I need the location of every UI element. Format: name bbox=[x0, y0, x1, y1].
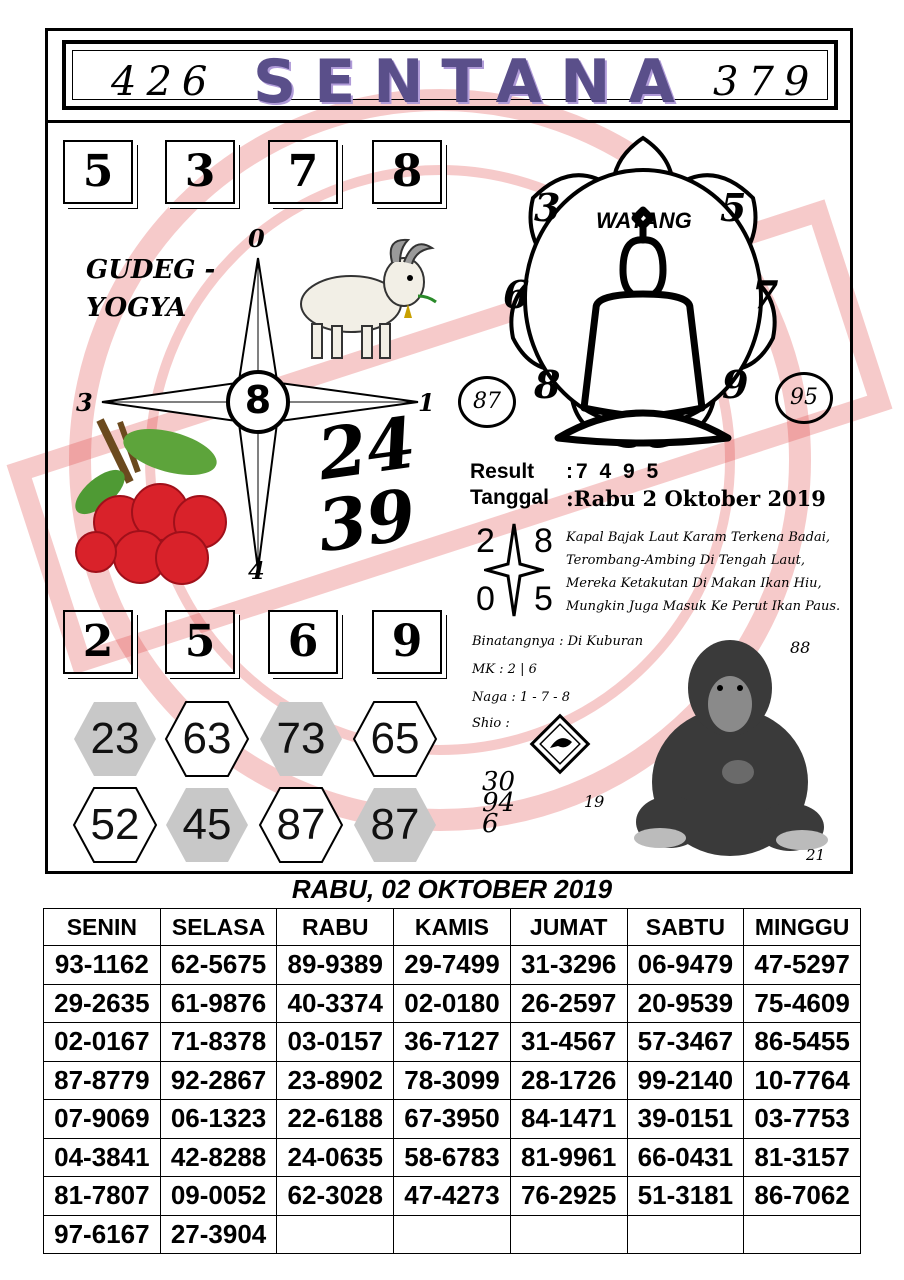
table-row bbox=[44, 946, 861, 985]
wayang-title: WAYANG bbox=[596, 208, 692, 233]
handwritten-line2: 39 bbox=[312, 472, 421, 569]
table-cell: 92-2867 bbox=[160, 1061, 277, 1100]
table-cell: 57-3467 bbox=[627, 1023, 744, 1062]
col-jumat: JUMAT bbox=[510, 909, 627, 946]
table-cell: 26-2597 bbox=[510, 984, 627, 1023]
top-box-4: 8 bbox=[372, 140, 442, 204]
hexagon-number bbox=[164, 700, 250, 778]
info-19: 19 bbox=[584, 792, 605, 811]
table-cell: 76-2925 bbox=[510, 1177, 627, 1216]
wayang-petal-6: 9 bbox=[722, 362, 749, 407]
table-cell: 75-4609 bbox=[744, 984, 861, 1023]
header-right-number: 379 bbox=[713, 59, 820, 105]
hexagon-number bbox=[164, 786, 250, 864]
result-value: :7 4 9 5 bbox=[566, 460, 662, 483]
orangutan-icon bbox=[630, 632, 830, 860]
table-cell: 23-8902 bbox=[277, 1061, 394, 1100]
wayang-petal-2: 5 bbox=[720, 185, 747, 230]
top-box-3: 7 bbox=[268, 140, 338, 204]
table-row bbox=[44, 984, 861, 1023]
poem-line-2: Terombang-Ambing Di Tengah Laut, bbox=[566, 553, 806, 568]
table-cell: 31-4567 bbox=[510, 1023, 627, 1062]
table-cell: 03-7753 bbox=[744, 1100, 861, 1139]
info-naga: Naga : 1 - 7 - 8 bbox=[472, 690, 570, 705]
table-cell: 61-9876 bbox=[160, 984, 277, 1023]
table-cell: 84-1471 bbox=[510, 1100, 627, 1139]
table-cell: 66-0431 bbox=[627, 1138, 744, 1177]
star-digit-tr: 8 bbox=[534, 522, 553, 560]
location-line2: YOGYA bbox=[86, 293, 187, 323]
shio-dragon-emblem-icon bbox=[528, 712, 592, 776]
wayang-petal-4: 7 bbox=[752, 272, 779, 317]
table-cell: 47-5297 bbox=[744, 946, 861, 985]
header-divider bbox=[45, 120, 853, 123]
table-cell: 06-9479 bbox=[627, 946, 744, 985]
poem bbox=[566, 526, 851, 618]
circle-right-number: 95 bbox=[775, 372, 833, 424]
table-row bbox=[44, 1100, 861, 1139]
table-cell: 39-0151 bbox=[627, 1100, 744, 1139]
table-cell: 40-3374 bbox=[277, 984, 394, 1023]
table-row bbox=[44, 1177, 861, 1216]
hexagon-value: 73 bbox=[276, 714, 326, 763]
table-cell bbox=[510, 1215, 627, 1254]
goat-icon bbox=[296, 232, 438, 364]
result-label: Result bbox=[470, 460, 535, 483]
info-21: 21 bbox=[806, 846, 826, 864]
header-banner bbox=[62, 40, 838, 117]
table-cell: 86-7062 bbox=[744, 1177, 861, 1216]
hexagon-value: 23 bbox=[90, 714, 140, 763]
info-mk: MK : 2 | 6 bbox=[472, 662, 537, 677]
table-cell: 09-0052 bbox=[160, 1177, 277, 1216]
handwritten-small: 30946 bbox=[482, 767, 516, 839]
table-cell: 02-0180 bbox=[394, 984, 511, 1023]
header-left-number: 426 bbox=[111, 59, 218, 105]
table-row bbox=[44, 1023, 861, 1062]
table-cell: 31-3296 bbox=[510, 946, 627, 985]
table-cell: 29-2635 bbox=[44, 984, 161, 1023]
wayang-petal-3: 6 bbox=[503, 272, 530, 317]
compass-left: 3 bbox=[76, 388, 93, 417]
hexagon-value: 63 bbox=[182, 714, 232, 763]
compass-bottom: 4 bbox=[248, 556, 265, 585]
table-cell: 62-3028 bbox=[277, 1177, 394, 1216]
table-cell: 36-7127 bbox=[394, 1023, 511, 1062]
star-digit-bl: 0 bbox=[476, 580, 495, 618]
handwritten-line1: 24 bbox=[312, 400, 421, 497]
table-cell: 10-7764 bbox=[744, 1061, 861, 1100]
table-cell: 62-5675 bbox=[160, 946, 277, 985]
hexagon-number bbox=[258, 700, 344, 778]
table-cell: 06-1323 bbox=[160, 1100, 277, 1139]
wayang-petal-1: 3 bbox=[534, 185, 561, 230]
schedule-date-title: RABU, 02 OKTOBER 2019 bbox=[291, 874, 613, 904]
col-selasa: SELASA bbox=[160, 909, 277, 946]
col-senin: SENIN bbox=[44, 909, 161, 946]
table-header-row bbox=[44, 909, 861, 946]
top-box-2: 3 bbox=[165, 140, 235, 204]
table-cell: 78-3099 bbox=[394, 1061, 511, 1100]
table-cell: 04-3841 bbox=[44, 1138, 161, 1177]
table-cell: 24-0635 bbox=[277, 1138, 394, 1177]
poem-line-3: Mereka Ketakutan Di Makan Ikan Hiu, bbox=[566, 576, 822, 591]
hexagon-value: 87 bbox=[276, 800, 326, 849]
table-cell: 71-8378 bbox=[160, 1023, 277, 1062]
hexagon-value: 65 bbox=[370, 714, 420, 763]
table-cell bbox=[277, 1215, 394, 1254]
table-cell: 28-1726 bbox=[510, 1061, 627, 1100]
table-cell: 58-6783 bbox=[394, 1138, 511, 1177]
table-cell: 47-4273 bbox=[394, 1177, 511, 1216]
col-sabtu: SABTU bbox=[627, 909, 744, 946]
location-line1: GUDEG - bbox=[86, 255, 216, 285]
table-cell: 22-6188 bbox=[277, 1100, 394, 1139]
col-kamis: KAMIS bbox=[394, 909, 511, 946]
table-cell: 93-1162 bbox=[44, 946, 161, 985]
wayang-petal-5: 8 bbox=[534, 362, 561, 407]
compass-center: 8 bbox=[244, 378, 272, 422]
table-row bbox=[44, 1138, 861, 1177]
rambutan-fruit-icon bbox=[60, 412, 240, 592]
date-value: :Rabu 2 Oktober 2019 bbox=[566, 486, 826, 511]
table-cell bbox=[627, 1215, 744, 1254]
table-cell bbox=[744, 1215, 861, 1254]
table-cell: 89-9389 bbox=[277, 946, 394, 985]
bottom-box-4: 9 bbox=[372, 610, 442, 674]
table-cell: 42-8288 bbox=[160, 1138, 277, 1177]
bottom-box-2: 5 bbox=[165, 610, 235, 674]
compass-top: 0 bbox=[248, 224, 265, 253]
table-cell: 86-5455 bbox=[744, 1023, 861, 1062]
poem-line-4: Mungkin Juga Masuk Ke Perut Ikan Paus. bbox=[566, 599, 841, 614]
bottom-box-3: 6 bbox=[268, 610, 338, 674]
table-cell: 03-0157 bbox=[277, 1023, 394, 1062]
hexagon-number bbox=[72, 700, 158, 778]
table-cell: 81-3157 bbox=[744, 1138, 861, 1177]
hexagon-number bbox=[72, 786, 158, 864]
table-cell: 81-7807 bbox=[44, 1177, 161, 1216]
hexagon-number bbox=[352, 700, 438, 778]
col-rabu: RABU bbox=[277, 909, 394, 946]
compass-right: 1 bbox=[418, 388, 435, 417]
table-cell: 20-9539 bbox=[627, 984, 744, 1023]
table-cell: 97-6167 bbox=[44, 1215, 161, 1254]
bottom-box-1: 2 bbox=[63, 610, 133, 674]
table-cell: 87-8779 bbox=[44, 1061, 161, 1100]
hexagon-value: 87 bbox=[370, 800, 420, 849]
poem-line-1: Kapal Bajak Laut Karam Terkena Badai, bbox=[566, 530, 830, 545]
table-cell: 27-3904 bbox=[160, 1215, 277, 1254]
date-label: Tanggal bbox=[470, 486, 549, 509]
table-cell: 51-3181 bbox=[627, 1177, 744, 1216]
table-row bbox=[44, 1061, 861, 1100]
info-88: 88 bbox=[790, 638, 811, 657]
table-cell: 67-3950 bbox=[394, 1100, 511, 1139]
table-cell: 29-7499 bbox=[394, 946, 511, 985]
table-cell bbox=[394, 1215, 511, 1254]
hexagon-value: 52 bbox=[90, 800, 140, 849]
table-row bbox=[44, 1215, 861, 1254]
hexagon-value: 45 bbox=[182, 800, 232, 849]
info-shio: Shio : bbox=[472, 716, 510, 731]
header-title: SENTANA bbox=[253, 47, 693, 117]
table-cell: 07-9069 bbox=[44, 1100, 161, 1139]
star-digit-tl: 2 bbox=[476, 522, 495, 560]
info-binatang: Binatangnya : Di Kuburan bbox=[472, 634, 644, 649]
circle-left-number: 87 bbox=[458, 376, 516, 428]
result-schedule-table bbox=[43, 908, 861, 1254]
star-digit-br: 5 bbox=[534, 580, 553, 618]
hexagon-number bbox=[352, 786, 438, 864]
table-cell: 02-0167 bbox=[44, 1023, 161, 1062]
table-cell: 99-2140 bbox=[627, 1061, 744, 1100]
col-minggu: MINGGU bbox=[744, 909, 861, 946]
top-box-1: 5 bbox=[63, 140, 133, 204]
table-cell: 81-9961 bbox=[510, 1138, 627, 1177]
hexagon-number bbox=[258, 786, 344, 864]
